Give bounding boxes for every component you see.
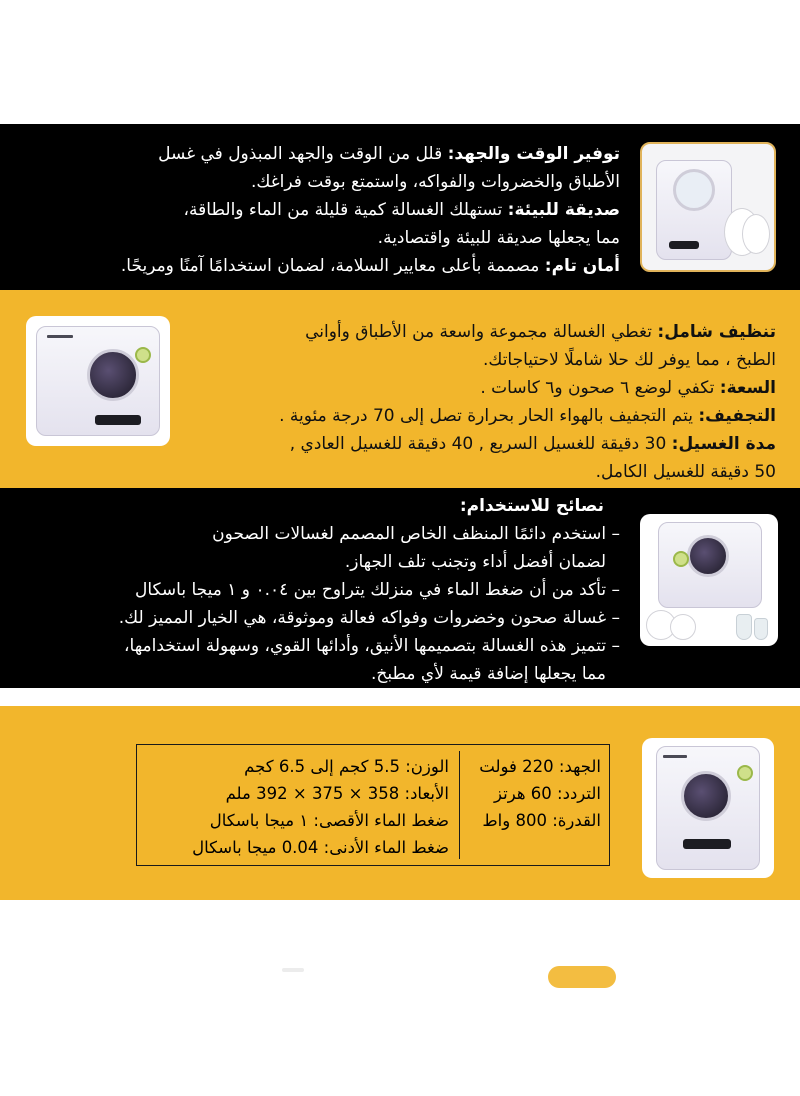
spec-voltage: الجهد: 220 فولت <box>479 757 601 776</box>
specs-column-physical <box>149 745 449 865</box>
tip-line-1: – استخدم دائمًا المنظف الخاص المصمم لغسالات الصحون <box>212 524 620 544</box>
quality-badge-icon <box>673 551 689 567</box>
specs-table <box>136 744 610 866</box>
glass-icon <box>754 618 768 640</box>
spec-power: القدرة: 800 واط <box>482 811 601 830</box>
dishwasher-icon <box>656 746 760 870</box>
dishwasher-window-icon <box>673 169 715 211</box>
spec-min-pressure: ضغط الماء الأدنى: 0.04 ميجا باسكال <box>192 838 449 857</box>
control-panel-icon <box>683 839 731 849</box>
tips-title: نصائح للاستخدام: <box>459 496 604 516</box>
plate-icon <box>670 614 696 640</box>
specs-column-electrical <box>461 745 601 865</box>
benefits-text <box>121 140 620 280</box>
decorative-yellow-pill <box>548 966 616 988</box>
brand-logo-icon <box>663 755 687 758</box>
dishwasher-photo-3 <box>640 514 778 646</box>
dishwasher-photo-1 <box>640 142 776 272</box>
dishwasher-icon <box>656 160 732 260</box>
dishwasher-photo-4 <box>642 738 774 878</box>
dishwasher-icon <box>658 522 762 608</box>
feature-line-4: التجفيف: يتم التجفيف بالهواء الحار بحرارة تصل إلى 70 درجة مئوية . <box>279 406 776 426</box>
section-tips <box>0 488 800 688</box>
feature-line-3: السعة: تكفي لوضع ٦ صحون و٦ كاسات . <box>480 378 776 398</box>
tip-line-3: – تأكد من أن ضغط الماء في منزلك يتراوح بين ٠.٠٤ و ١ ميجا باسكال <box>134 580 620 600</box>
brand-logo-icon <box>47 335 73 338</box>
spec-frequency: التردد: 60 هرتز <box>494 784 601 803</box>
spec-dimensions: الأبعاد: 358 × 375 × 392 ملم <box>225 784 449 803</box>
control-panel-icon <box>669 241 699 249</box>
benefit-line-2: الأطباق والخضروات والفواكه، واستمتع بوقت فراغك. <box>250 172 620 192</box>
control-panel-icon <box>95 415 141 425</box>
decorative-fragment <box>282 968 304 972</box>
dishwasher-icon <box>36 326 160 436</box>
dishwasher-photo-2 <box>26 316 170 446</box>
spec-weight: الوزن: 5.5 كجم إلى 6.5 كجم <box>244 757 449 776</box>
tip-line-5: – تتميز هذه الغسالة بتصميمها الأنيق، وأدائها القوي، وسهولة استخدامها، <box>124 636 620 656</box>
feature-line-6: 50 دقيقة للغسيل الكامل. <box>595 462 776 482</box>
tip-line-4: – غسالة صحون وخضروات وفواكه فعالة وموثوقة، هي الخيار المميز لك. <box>118 608 620 628</box>
feature-line-5: مدة الغسيل: 30 دقيقة للغسيل السريع , 40 دقيقة للغسيل العادي , <box>289 434 776 454</box>
plate-icon <box>742 214 770 254</box>
dishwasher-window-icon <box>687 535 729 577</box>
benefit-line-3: صديقة للبيئة: تستهلك الغسالة كمية قليلة من الماء والطاقة، <box>183 200 620 220</box>
section-features <box>0 290 800 488</box>
section-benefits <box>0 124 800 290</box>
tips-text <box>119 492 620 688</box>
spec-max-pressure: ضغط الماء الأقصى: ١ ميجا باسكال <box>209 811 449 830</box>
dishwasher-window-icon <box>87 349 139 401</box>
feature-line-2: الطبخ ، مما يوفر لك حلا شاملًا لاحتياجاتك. <box>482 350 776 370</box>
quality-badge-icon <box>135 347 151 363</box>
features-text <box>279 318 776 486</box>
benefit-line-5: أمان تام: مصممة بأعلى معايير السلامة، لضمان استخدامًا آمنًا ومريحًا. <box>120 256 620 276</box>
tip-line-2: لضمان أفضل أداء وتجنب تلف الجهاز. <box>344 552 606 572</box>
benefit-line-4: مما يجعلها صديقة للبيئة واقتصادية. <box>377 228 620 248</box>
feature-line-1: تنظيف شامل: تغطي الغسالة مجموعة واسعة من الأطباق وأواني <box>305 322 776 342</box>
tip-line-6: مما يجعلها إضافة قيمة لأي مطبخ. <box>370 664 606 684</box>
benefit-line-1: توفير الوقت والجهد: قلل من الوقت والجهد المبذول في غسل <box>158 144 620 164</box>
specs-divider <box>459 751 460 859</box>
quality-badge-icon <box>737 765 753 781</box>
glass-icon <box>736 614 752 640</box>
dishwasher-window-icon <box>681 771 731 821</box>
section-gap <box>0 688 800 706</box>
